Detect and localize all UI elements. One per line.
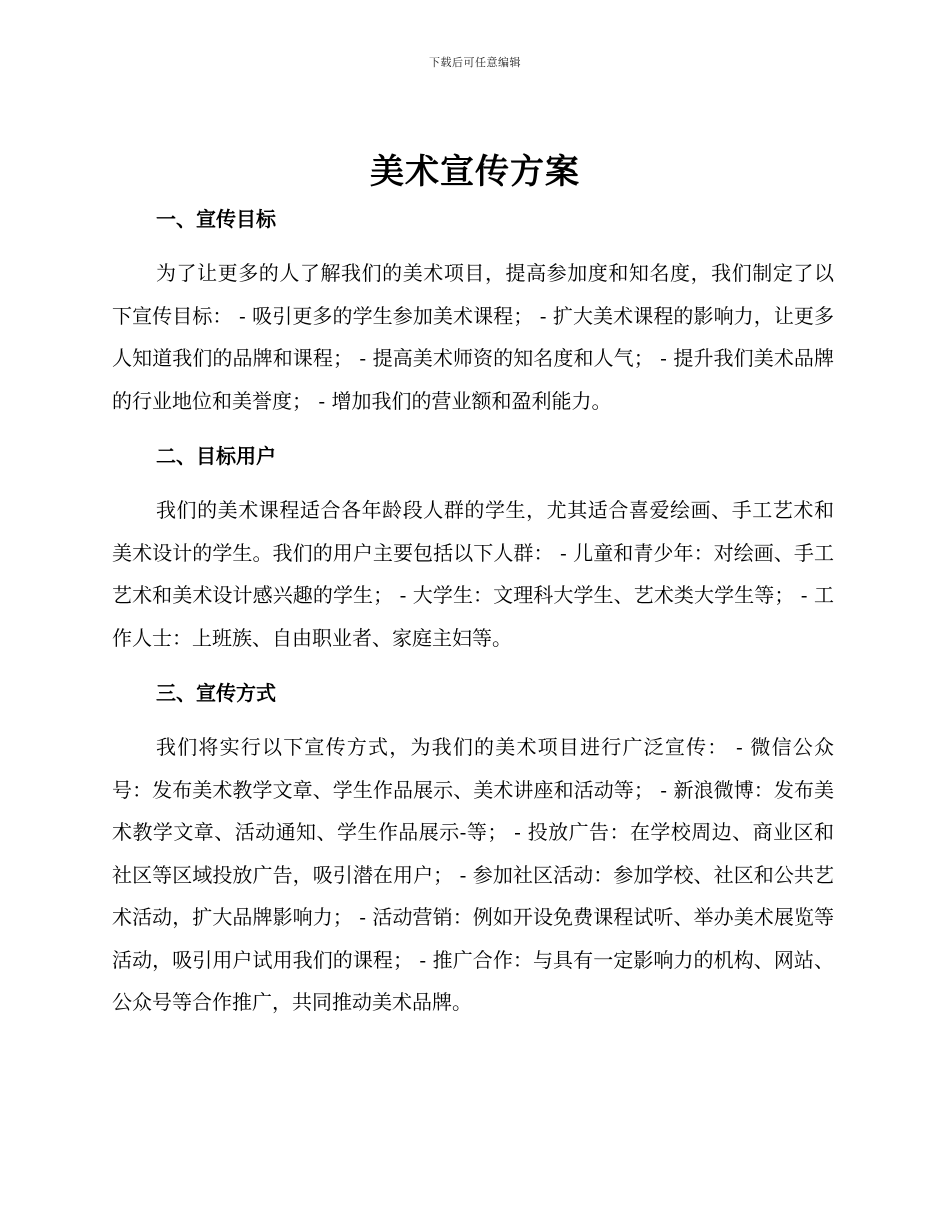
section-heading-target-users: 二、目标用户: [156, 444, 276, 468]
header-note: 下载后可任意编辑: [429, 56, 521, 69]
section-body-promotion-methods: 我们将实行以下宣传方式，为我们的美术项目进行广泛宣传： - 微信公众号：发布美术教学文章、学生作品展示、美术讲座和活动等； - 新浪微博：发布美术教学文章、活动通知、学生作品展示-等； - 投放广告：在学校周边、商业区和社区等区域投放广告，吸引潜在用户； - 参加社区活动：参加学校、社区和公共艺术活动，扩大品牌影响力； - 活动营销：例如开设免费课程试听、举办美术展览等活动，吸引用户试用我们的课程； - 推广合作：与具有一定影响力的机构、网站、公众号等合作推广，共同推动美术品牌。: [112, 735, 834, 1014]
section-heading-goals: 一、宣传目标: [156, 207, 276, 231]
section-body-goals: 为了让更多的人了解我们的美术项目，提高参加度和知名度，我们制定了以下宣传目标： - 吸引更多的学生参加美术课程； - 扩大美术课程的影响力，让更多人知道我们的品牌和课程； - 提高美术师资的知名度和人气； - 提升我们美术品牌的行业地位和美誉度； - 增加我们的营业额和盈利能力。: [112, 261, 834, 413]
section-heading-promotion-methods: 三、宣传方式: [156, 681, 276, 705]
section-body-target-users: 我们的美术课程适合各年龄段人群的学生，尤其适合喜爱绘画、手工艺术和美术设计的学生。我们的用户主要包括以下人群： - 儿童和青少年：对绘画、手工艺术和美术设计感兴趣的学生； - 大学生：文理科大学生、艺术类大学生等； - 工作人士：上班族、自由职业者、家庭主妇等。: [112, 498, 834, 650]
document-title: 美术宣传方案: [370, 152, 580, 192]
